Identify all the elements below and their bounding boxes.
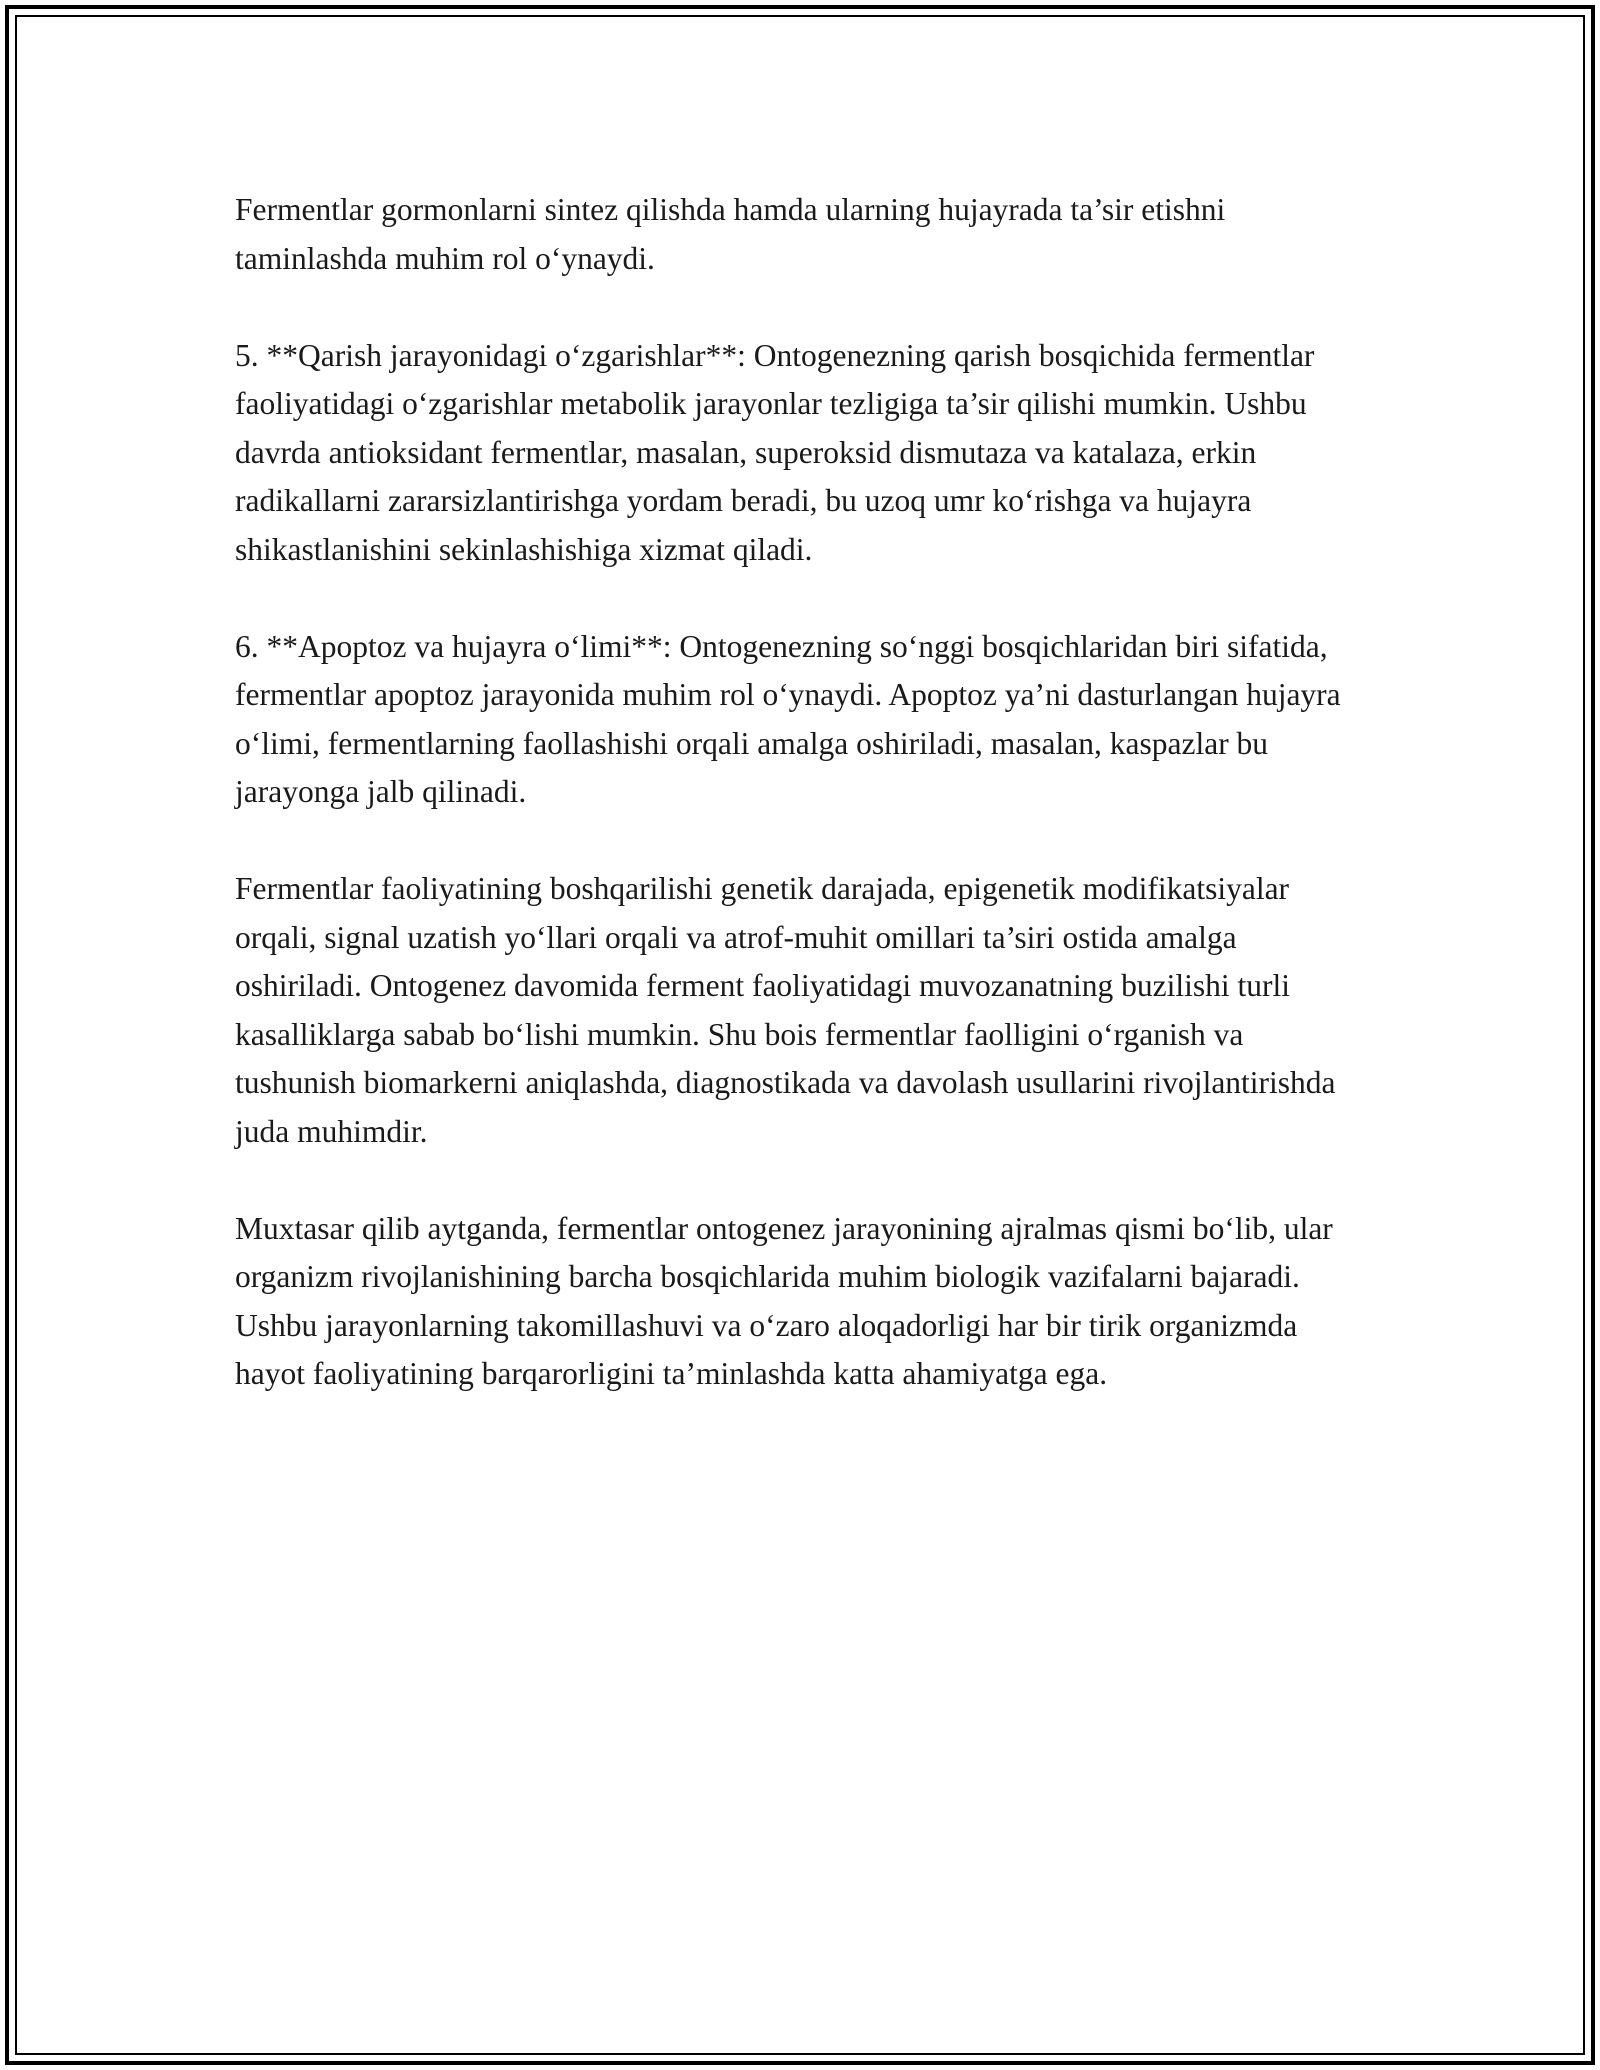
paragraph-aging-changes: 5. **Qarish jarayonidagi o‘zgarishlar**: Ontogenezning qarish bosqichida fermentlar faoliyatidagi o‘zgarishlar metabolik jarayonlar tezligiga ta’sir qilishi mumkin. Ushbu davrda antioksidant fermentlar, masalan, superoksid dismutaza va katalaza, erkin radikallarni zararsizlantirishga yordam beradi, bu uzoq umr ko‘rishga va hujayra shikastlanishini sekinlashishiga xizmat qiladi. (235, 337, 1315, 567)
paragraph-conclusion: Muxtasar qilib aytganda, fermentlar ontogenez jarayonining ajralmas qismi bo‘lib, ular organizm rivojlanishining barcha bosqichlarida muhim biologik vazifalarni bajaradi. Ushbu jarayonlarning takomillashuvi va o‘zaro aloqadorligi har bir tirik organizmda hayot faoliyatining barqarorligini ta’minlashda katta ahamiyatga ega. (235, 1210, 1333, 1391)
paragraph-enzyme-regulation: Fermentlar faoliyatining boshqarilishi genetik darajada, epigenetik modifikatsiyalar orqali, signal uzatish yo‘llari orqali va atrof-muhit omillari ta’siri ostida amalga oshiriladi. Ontogenez davomida ferment faoliyatidagi muvozanatning buzilishi turli kasalliklarga sabab bo‘lishi mumkin. Shu bois fermentlar faolligini o‘rganish va tushunish biomarkerni aniqlashda, diagnostikada va davolash usullarini rivojlantirishda juda muhimdir. (235, 871, 1336, 1149)
document-body (235, 186, 1365, 1399)
paragraph-apoptosis: 6. **Apoptoz va hujayra o‘limi**: Ontogenezning so‘nggi bosqichlaridan biri sifatida, fermentlar apoptoz jarayonida muhim rol o‘ynaydi. Apoptoz ya’ni dasturlangan hujayra o‘limi, fermentlarning faollashishi orqali amalga oshiriladi, masalan, kaspazlar bu jarayonga jalb qilinadi. (235, 628, 1341, 809)
paragraph-hormone-synthesis: Fermentlar gormonlarni sintez qilishda hamda ularning hujayrada ta’sir etishni taminlashda muhim rol o‘ynaydi. (235, 192, 1226, 276)
